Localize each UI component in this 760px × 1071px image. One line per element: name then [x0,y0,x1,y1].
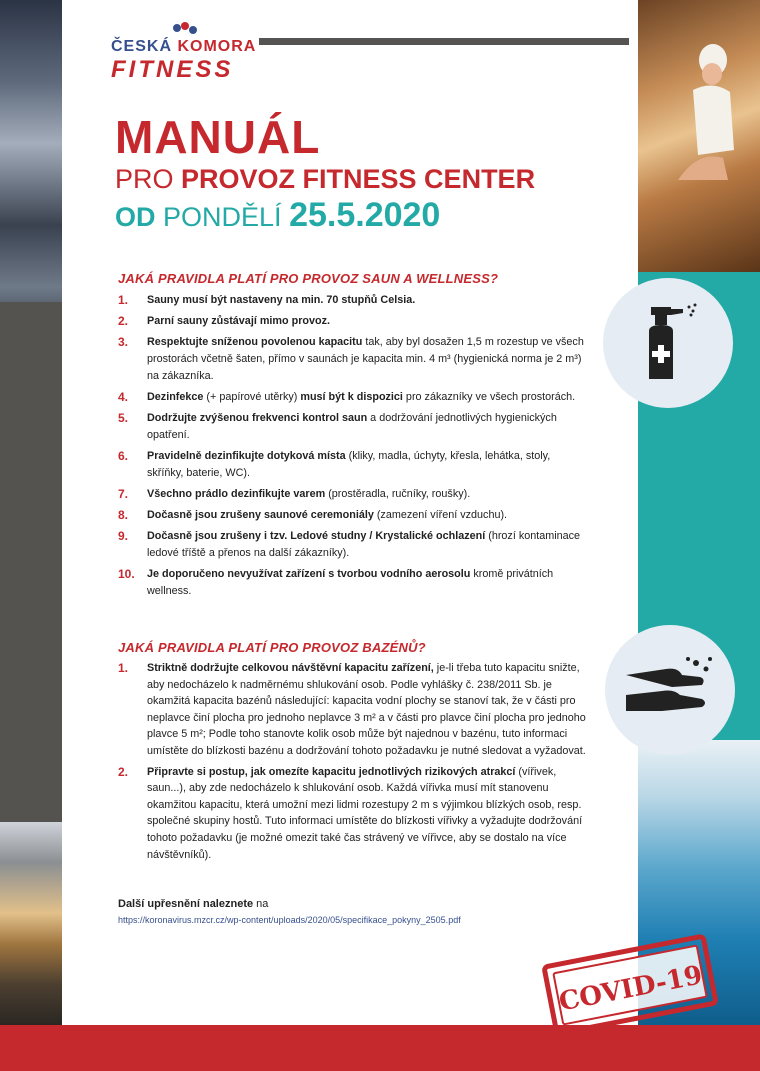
header-rule [259,38,629,45]
sauna-section-heading: JAKÁ PRAVIDLA PLATÍ PRO PROVOZ SAUN A WELLNESS? [118,271,499,286]
page-subtitle-1: PRO PROVOZ FITNESS CENTER [115,164,536,194]
info-link[interactable]: https://koronavirus.mzcr.cz/wp-content/uploads/2020/05/specifikace_pokyny_2505.pdf [118,915,461,925]
page-subtitle-2: OD PONDĚLÍ 25.5.2020 [115,196,441,234]
list-item: 8. Dočasně jsou zrušeny saunové ceremoniály (zamezení víření vzduchu). [118,508,508,522]
spray-bottle-icon [633,303,703,383]
list-item: 2. Parní sauny zůstávají mimo provoz. [118,314,330,328]
hands-icon-circle [605,625,735,755]
list-item: 3. Respektujte sníženou povolenou kapacitu tak, aby byl dosažen 1,5 m rozestup ve všech prostorách včetně šaten, přímo v saunách je kapacita min. 4 m³ (hygienická norma je 2 m³) na zákazníka. [118,335,584,382]
list-item: 2. Připravte si postup, jak omezíte kapacitu jednotlivých rizikových atrakcí (vířivek, saun...), aby zde nedocházelo k shlukování osob. Každá vířivka musí mít stanovenu okamžitou kapacitu, která umožní mezi lidmi rozestupy 2 m s výjimkou blízkých osob, resp. společné skupiny hostů. Tuto informaci umístěte do blízkosti vířivky a vyžadujte dodržování tohoto požadavku (je možné omezit také čas strávený ve vířivce, aby se dostalo na více návštěvníků). [118,764,583,861]
list-item: 6. Pravidelně dezinfikujte dotyková místa (kliky, madla, úchyty, křesla, lehátka, stoly, skříňky, baterie, WC). [118,449,551,479]
list-item: 9. Dočasně jsou zrušeny i tzv. Ledové studny / Krystalické ochlazení (hrozí kontaminace ledové tříště a přenos na další zákazníky). [118,529,581,559]
bottom-red-bar [0,1025,760,1071]
list-item: 4. Dezinfekce (+ papírové utěrky) musí být k dispozici pro zákazníky ve všech prostorách. [118,390,576,404]
washing-hands-icon [622,655,718,725]
more-info-text: Další upřesnění naleznete na [118,898,269,910]
logo-text-line2: FITNESS [111,56,234,83]
list-item: 10. Je doporučeno nevyužívat zařízení s tvorbou vodního aerosolu kromě privátních wellness. [118,567,554,597]
list-item: 5. Dodržujte zvýšenou frekvenci kontrol saun a dodržování jednotlivých hygienických opatření. [118,411,557,441]
list-item: 7. Všechno prádlo dezinfikujte varem (prostěradla, ručníky, roušky). [118,487,471,501]
logo [111,22,257,86]
left-bottom-photo [0,822,62,1025]
list-item: 1. Sauny musí být nastaveny na min. 70 stupňů Celsia. [118,293,416,307]
pool-section-heading: JAKÁ PRAVIDLA PLATÍ PRO PROVOZ BAZÉNŮ? [118,640,426,655]
pool-rules-list [118,660,588,867]
page-title: MANUÁL [115,111,321,163]
logo-text-line1: ČESKÁ KOMORA [111,38,257,55]
sauna-rules-list [118,292,588,604]
left-gray-band [0,302,62,822]
sauna-woman-illustration [668,30,738,200]
stamp-text: COVID-19 [556,960,705,1018]
list-item: 1. Striktně dodržujte celkovou návštěvní kapacitu zařízení, je-li třeba tuto kapacitu snižte, aby nedocházelo k nadměrnému shlukování osob. Podle vyhlášky č. 238/2011 Sb. je okamžitá kapacita bazénů následující: kapacita vodní plochy se stanoví tak, že v části pro neplavce činí plocha pro jednoho neplavce 3 m² a v části pro plavce činí plocha pro jednoho plavce 5 m²; Podle toho stanovte kolik osob může být najednou v bazénu, tuto informaci umístěte do blízkosti bazénu a dodržování tohoto požadavku je nutné sledovat a vyžadovat. [118,661,586,757]
spray-icon-circle [603,278,733,408]
